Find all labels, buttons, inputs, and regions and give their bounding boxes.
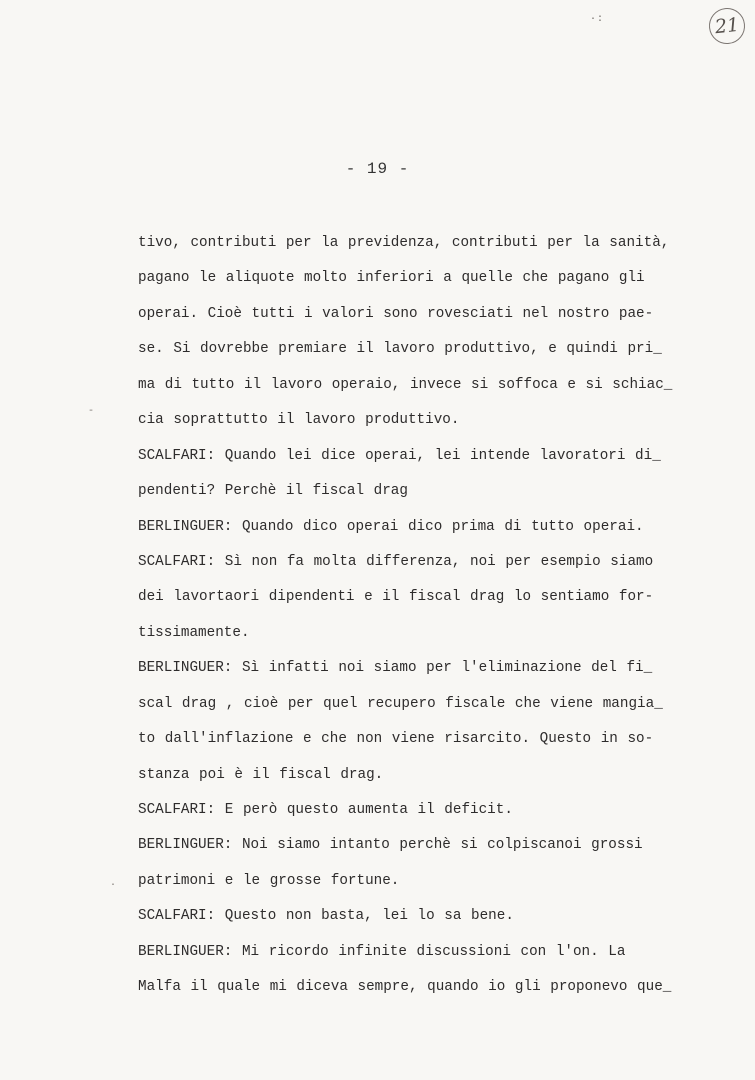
text-line: tivo, contributi per la previdenza, contributi per la sanità,	[138, 235, 670, 251]
stamped-folio-number: 21	[707, 6, 747, 46]
text-line: ma di tutto il lavoro operaio, invece si soffoca e si schiac_	[138, 376, 673, 393]
margin-mark: -	[88, 406, 95, 417]
text-line: BERLINGUER: Sì infatti noi siamo per l'eliminazione del fi_	[138, 660, 653, 677]
text-line: to dall'inflazione e che non viene risarcito. Questo in so-	[138, 731, 654, 748]
body-text	[138, 226, 698, 1006]
text-line: cia soprattutto il lavoro produttivo.	[138, 412, 460, 429]
text-line: pagano le aliquote molto inferiori a quelle che pagano gli	[138, 270, 645, 287]
text-line: BERLINGUER: Noi siamo intanto perchè si colpiscanoi grossi	[138, 837, 643, 854]
text-line: BERLINGUER: Quando dico operai dico prima di tutto operai.	[138, 518, 644, 535]
text-line: scal drag , cioè per quel recupero fiscale che viene mangia_	[138, 695, 663, 712]
text-line: operai. Cioè tutti i valori sono rovesciati nel nostro pae-	[138, 305, 654, 322]
text-line: Malfa il quale mi diceva sempre, quando io gli proponevo que_	[138, 979, 672, 996]
text-line: SCALFARI: Sì non fa molta differenza, noi per esempio siamo	[138, 553, 654, 570]
page-number: - 19 -	[345, 160, 410, 178]
text-line: BERLINGUER: Mi ricordo infinite discussioni con l'on. La	[138, 943, 626, 960]
text-line: SCALFARI: Questo non basta, lei lo sa bene.	[138, 908, 514, 925]
text-line: se. Si dovrebbe premiare il lavoro produttivo, e quindi pri_	[138, 341, 662, 358]
text-line: SCALFARI: E però questo aumenta il deficit.	[138, 802, 513, 818]
text-line: stanza poi è il fiscal drag.	[138, 766, 384, 783]
ink-speck: ·:	[590, 14, 605, 25]
margin-mark: ·	[110, 880, 117, 891]
text-line: patrimoni e le grosse fortune.	[138, 872, 400, 889]
text-line: pendenti? Perchè il fiscal drag	[138, 483, 408, 500]
text-line: SCALFARI: Quando lei dice operai, lei intende lavoratori di_	[138, 447, 661, 464]
text-line: dei lavortaori dipendenti e il fiscal drag lo sentiamo for-	[138, 589, 654, 606]
text-line: tissimamente.	[138, 624, 250, 641]
